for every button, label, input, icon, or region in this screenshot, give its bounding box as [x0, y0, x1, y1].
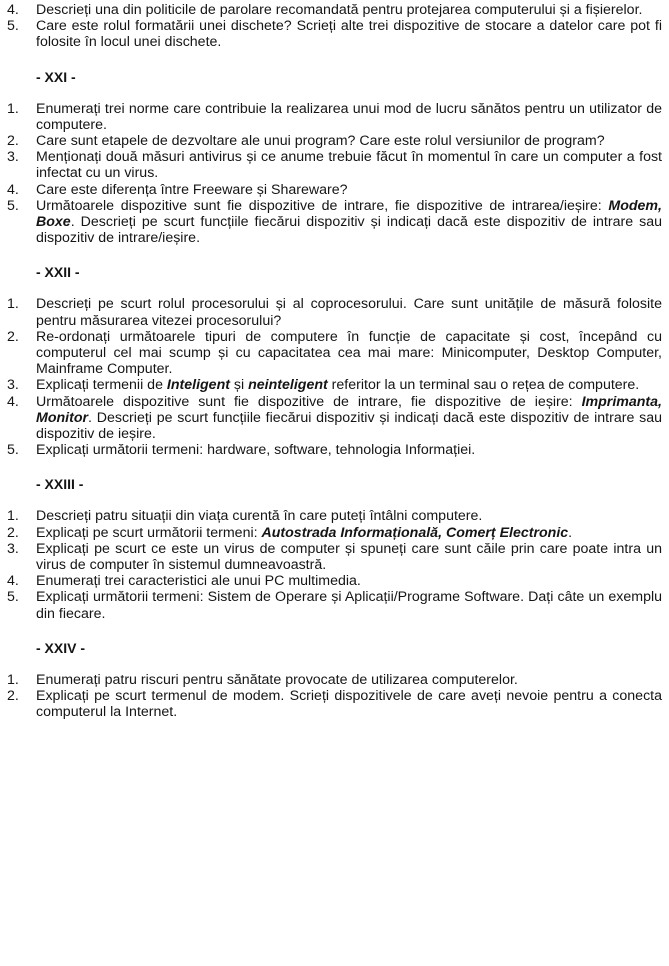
question-item	[0, 149, 669, 181]
section-heading: - XXIII -	[36, 476, 84, 493]
question-item	[0, 508, 669, 524]
question-number: 3.	[7, 540, 19, 557]
question-item	[0, 525, 669, 541]
question-number: 5.	[7, 197, 19, 214]
question-text: Care sunt etapele de dezvoltare ale unui program? Care este rolul versiunilor de program?	[36, 133, 605, 150]
question-text: Descrieți patru situații din viața curentă în care puteți întâlni computere.	[36, 508, 483, 525]
question-text: Explicați pe scurt următorii termeni:	[36, 524, 262, 541]
question-number: 1.	[7, 296, 19, 313]
question-number: 1.	[7, 671, 19, 688]
question-text: Enumerați trei norme care contribuie la realizarea unui mod de lucru sănătos pentru un utilizator de computere.	[36, 100, 662, 133]
question-number: 4.	[7, 393, 19, 410]
emphasis-text: Modem, Boxe	[36, 197, 662, 231]
question-item	[0, 442, 669, 458]
question-number: 4.	[7, 181, 19, 198]
question-text: Explicați pe scurt ce este un virus de computer și spuneți care sunt căile prin care poate intra un virus de computer în sistemul dumneavoastră.	[36, 540, 662, 574]
question-number: 4.	[7, 2, 19, 18]
emphasis-text: Inteligent	[166, 377, 230, 394]
emphasis-text: Imprimanta, Monitor	[36, 393, 662, 426]
question-number: 2.	[7, 133, 19, 150]
question-item	[0, 377, 669, 393]
question-text: Enumerați patru riscuri pentru sănătate provocate de utilizarea computerelor.	[36, 671, 518, 688]
question-text: Re-ordonați următoarele tipuri de computere în funcție de capacitate și cost, începând cu computerul cel mai scump și cu capacitatea cea mai mare: Minicomputer, Desktop Computer, Mainframe Computer.	[36, 328, 662, 378]
emphasis-text: Autostrada Informațională, Comerț Electronic	[261, 524, 569, 541]
question-item	[0, 688, 669, 720]
question-item	[0, 672, 669, 688]
question-number: 3.	[7, 377, 19, 394]
question-item	[0, 101, 669, 133]
question-number: 2.	[7, 688, 19, 705]
question-number: 2.	[7, 524, 19, 541]
question-text: Explicați termenii de	[36, 377, 167, 394]
question-text: .	[568, 524, 573, 541]
question-text: Menționați două măsuri antivirus și ce anume trebuie făcut în momentul în care un computer a fost infectat cu un virus.	[36, 149, 662, 182]
question-text: și	[229, 377, 249, 394]
question-text: Următoarele dispozitive sunt fie dispozitive de intrare, fie dispozitive de ieșire:	[36, 393, 582, 410]
question-text: Următoarele dispozitive sunt fie dispozitive de intrare, fie dispozitive de intrarea/ieșire:	[36, 197, 609, 214]
question-text: . Descrieți pe scurt funcțiile fiecărui dispozitiv și indicați dacă este dispozitiv de intrare sau dispozitiv de ieșire.	[36, 409, 662, 443]
question-number: 1.	[7, 508, 19, 525]
question-item	[0, 18, 669, 50]
question-item	[0, 133, 669, 149]
question-number: 5.	[7, 18, 19, 35]
question-text: Descrieți una din politicile de parolare recomandată pentru protejarea computerului și a fișierelor.	[36, 2, 643, 18]
question-item	[0, 2, 669, 18]
question-item	[0, 589, 669, 621]
question-number: 5.	[7, 442, 19, 459]
section-heading: - XXIV -	[36, 639, 86, 656]
question-text: Care este diferența între Freeware și Shareware?	[36, 181, 348, 198]
emphasis-text: neinteligent	[248, 377, 328, 394]
question-text: Explicați următorii termeni: hardware, software, tehnologia Informației.	[36, 442, 476, 459]
question-number: 2.	[7, 328, 19, 345]
question-text: Explicați următorii termeni: Sistem de Operare și Aplicații/Programe Software. Dați câte un exemplu din fiecare.	[36, 589, 662, 622]
question-text: . Descrieți pe scurt funcțiile fiecărui dispozitiv și indicați dacă este dispozitiv de intrare sau dispozitiv de intrare/ieșire.	[36, 214, 662, 247]
question-number: 3.	[7, 149, 19, 166]
document-page	[0, 2, 669, 721]
question-text: referitor la un terminal sau o rețea de computere.	[327, 377, 640, 394]
question-item	[0, 394, 669, 443]
question-number: 5.	[7, 589, 19, 606]
section-heading: - XXII -	[36, 264, 80, 281]
question-number: 1.	[7, 100, 19, 117]
question-item	[0, 198, 669, 247]
question-text: Enumerați trei caracteristici ale unui PC multimedia.	[36, 573, 361, 590]
question-text: Care este rolul formatării unei dischete? Scrieți alte trei dispozitive de stocare a datelor care pot fi folosite în locul unei dischete.	[36, 18, 662, 51]
question-item	[0, 182, 669, 198]
question-item	[0, 573, 669, 589]
question-item	[0, 329, 669, 378]
question-number: 4.	[7, 573, 19, 590]
question-item	[0, 296, 669, 328]
section-heading: - XXI -	[36, 68, 76, 85]
question-text: Descrieți pe scurt rolul procesorului și al coprocesorului. Care sunt unitățile de măsură folosite pentru măsurarea vitezei procesorului?	[36, 296, 662, 329]
question-text: Explicați pe scurt termenul de modem. Scrieți dispozitivele de care aveți nevoie pentru a conecta computerul la Internet.	[36, 688, 662, 721]
question-item	[0, 541, 669, 573]
